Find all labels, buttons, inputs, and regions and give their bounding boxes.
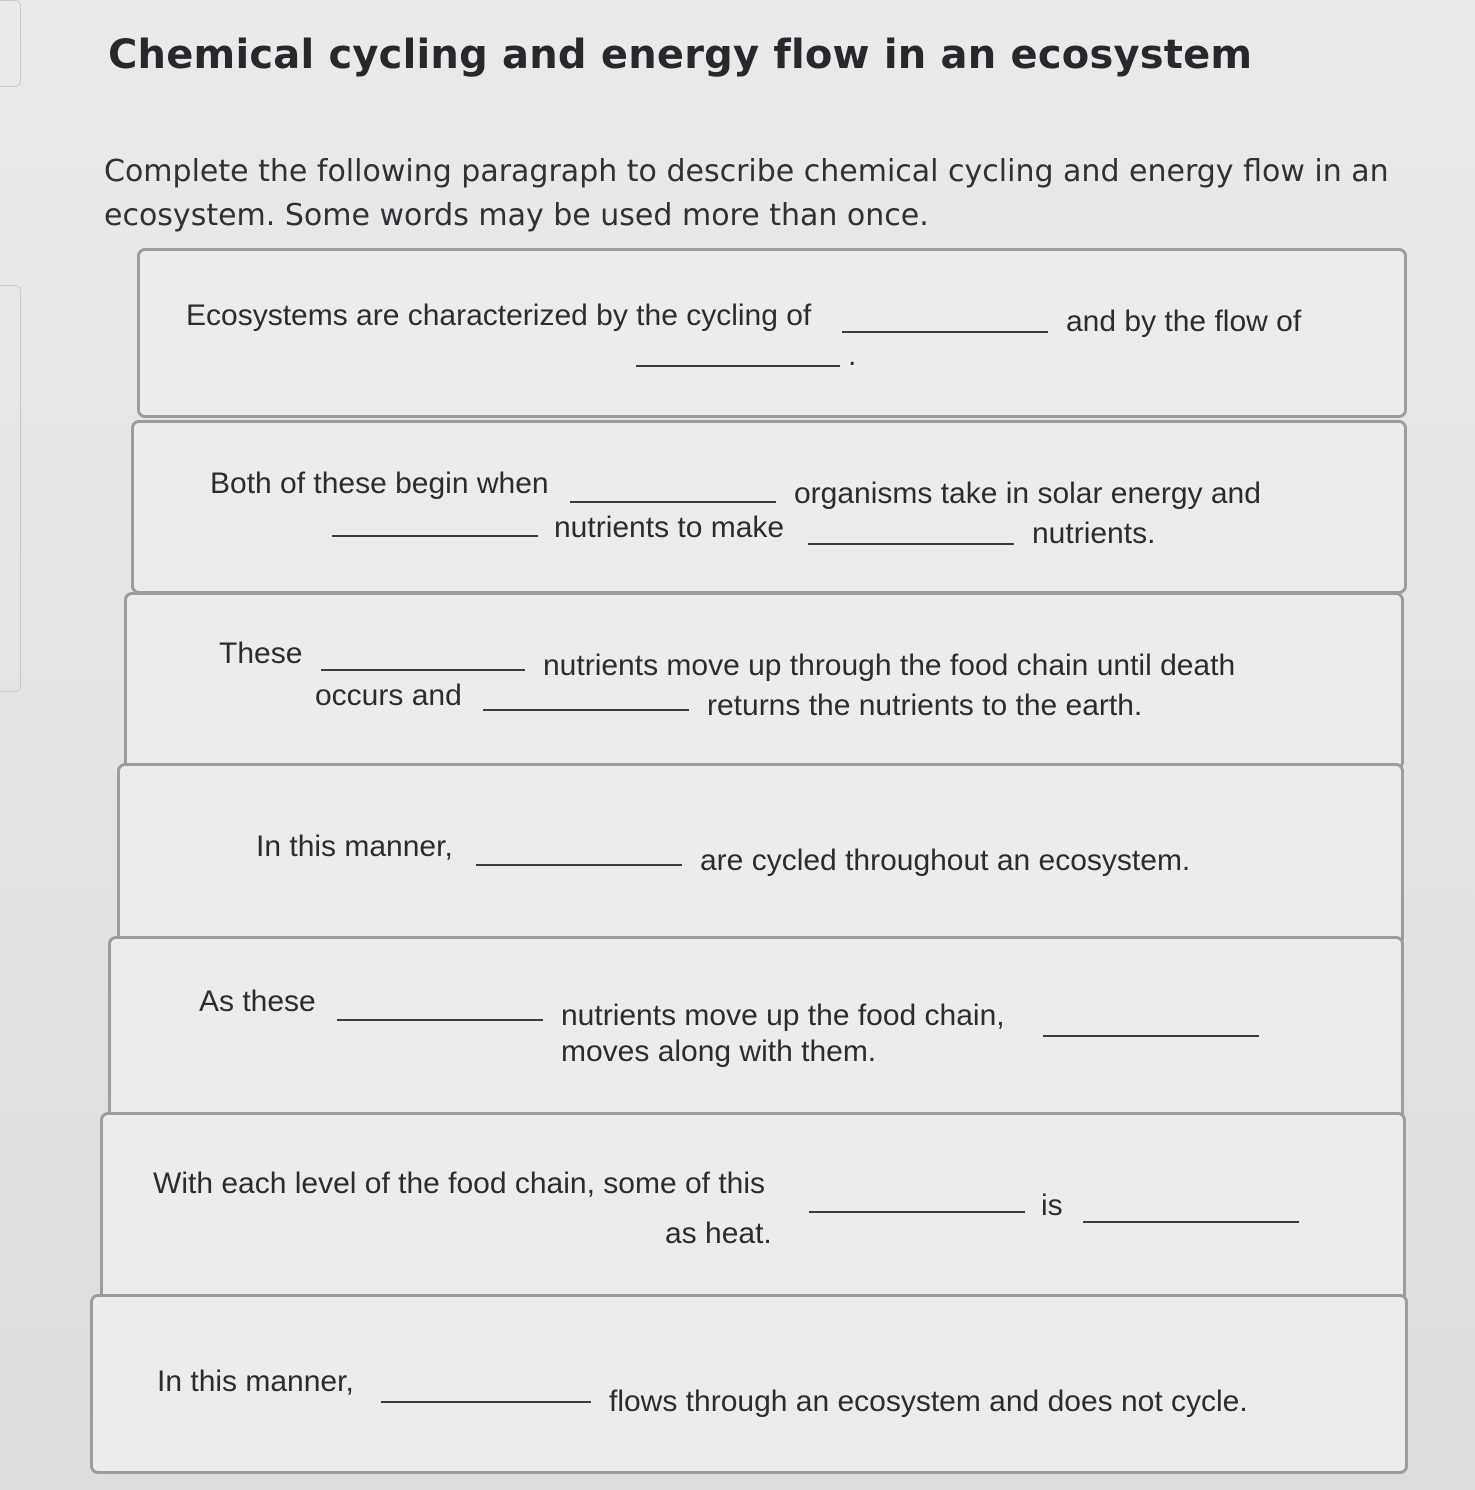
sentence-2-text-a: Both of these begin when: [210, 467, 549, 500]
left-edge-panel-top: [0, 0, 21, 87]
sentence-card-4: [117, 763, 1404, 946]
blank-1-1[interactable]: [842, 331, 1048, 333]
blank-7-1[interactable]: [381, 1401, 591, 1403]
sentence-1-period: .: [848, 339, 857, 372]
sentence-card-3: [124, 592, 1404, 770]
sentence-card-7: [90, 1294, 1408, 1474]
sentence-2-text-b: organisms take in solar energy and: [794, 477, 1261, 510]
blank-4-1[interactable]: [476, 864, 682, 866]
blank-5-2[interactable]: [1043, 1035, 1259, 1037]
sentence-7-text-a: In this manner,: [157, 1365, 354, 1398]
sentence-3-text-c: occurs and: [315, 679, 462, 712]
blank-3-2[interactable]: [483, 709, 689, 711]
sentence-4-text-a: In this manner,: [256, 830, 453, 863]
sentence-card-1: [137, 248, 1407, 418]
blank-6-1[interactable]: [809, 1211, 1025, 1213]
sentence-2-text-c: nutrients to make: [554, 511, 785, 544]
sentence-6-text-c: as heat.: [665, 1217, 772, 1250]
sentence-4-text-b: are cycled throughout an ecosystem.: [700, 844, 1191, 877]
sentence-5-text-c: moves along with them.: [561, 1035, 877, 1068]
sentence-6-text-a: With each level of the food chain, some of this: [153, 1167, 765, 1200]
sentence-3-text-d: returns the nutrients to the earth.: [707, 689, 1143, 722]
blank-2-1[interactable]: [570, 501, 776, 503]
left-edge-panel-middle: [0, 285, 21, 692]
sentence-card-6: [100, 1112, 1406, 1314]
sentence-card-5: [108, 936, 1404, 1130]
blank-3-1[interactable]: [321, 669, 525, 671]
sentence-card-2: [131, 420, 1407, 594]
page-title: Chemical cycling and energy flow in an ecosystem: [108, 32, 1253, 78]
blank-2-2[interactable]: [332, 535, 538, 537]
sentence-3-text-b: nutrients move up through the food chain until death: [543, 649, 1236, 682]
blank-6-2[interactable]: [1083, 1221, 1299, 1223]
blank-1-2[interactable]: [636, 365, 840, 367]
sentence-2-text-d: nutrients.: [1032, 517, 1156, 550]
sentence-6-text-b: is: [1041, 1189, 1063, 1222]
blank-2-3[interactable]: [808, 543, 1014, 545]
instructions-text: Complete the following paragraph to describe chemical cycling and energy flow in an ecosystem. Some words may be used more than once.: [104, 154, 1389, 233]
sentence-5-text-a: As these: [199, 985, 316, 1018]
sentence-1-text-a: Ecosystems are characterized by the cycling of: [186, 299, 812, 332]
sentence-7-text-b: flows through an ecosystem and does not cycle.: [609, 1385, 1248, 1418]
sentence-3-text-a: These: [219, 637, 303, 670]
sentence-5-text-b: nutrients move up the food chain,: [561, 999, 1005, 1032]
blank-5-1[interactable]: [337, 1019, 543, 1021]
sentence-1-text-b: and by the flow of: [1066, 305, 1302, 338]
